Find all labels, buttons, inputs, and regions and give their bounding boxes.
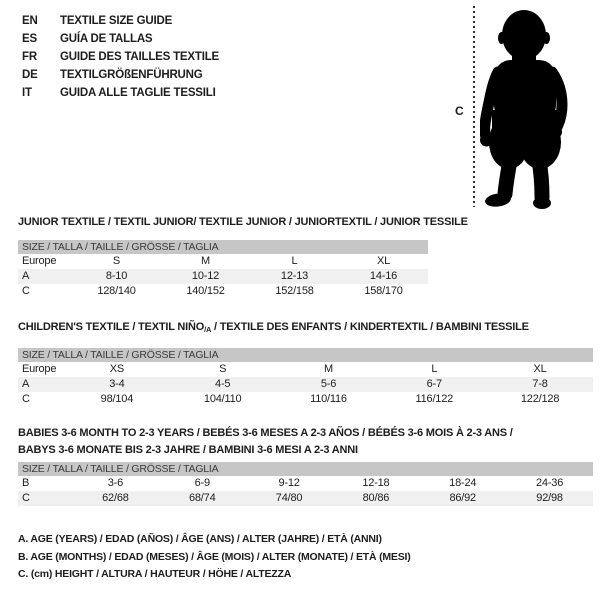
language-code: FR: [22, 51, 37, 63]
height-cell: 80/86: [362, 492, 390, 504]
height-measure-dotted-line: [473, 6, 475, 207]
babies-title-line1: BABIES 3-6 MONTH TO 2-3 YEARS / BEBÉS 3-6 MESES A 2-3 AÑOS / BÉBÉS 3-6 MOIS À 2-3 ANS /: [18, 427, 513, 439]
language-code: DE: [22, 69, 38, 81]
age-cell: 5-6: [320, 378, 337, 390]
age-cell: 7-8: [532, 378, 548, 390]
table-row-height: [18, 491, 593, 506]
language-list: [22, 12, 219, 102]
height-cell: 140/152: [186, 285, 225, 297]
months-cell: 18-24: [449, 477, 477, 489]
row-label: A: [22, 270, 30, 282]
height-cell: 152/158: [275, 285, 314, 297]
row-label: C: [22, 285, 30, 297]
months-cell: 9-12: [278, 477, 300, 489]
height-cell: 158/170: [364, 285, 403, 297]
language-row-it: [22, 84, 219, 102]
age-cell: 12-13: [280, 270, 309, 282]
junior-section-title: JUNIOR TEXTILE / TEXTIL JUNIOR/ TEXTILE JUNIOR / JUNIORTEXTIL / JUNIOR TESSILE: [18, 216, 468, 228]
language-row-en: [22, 12, 219, 30]
size-header-bar: [18, 240, 428, 254]
footnote-height-cm: C. (cm) HEIGHT / ALTURA / HAUTEUR / HÖHE / ALTEZZA: [18, 568, 292, 580]
height-cell: 110/116: [310, 393, 347, 405]
height-cell: 116/122: [415, 393, 454, 405]
baby-silhouette-icon: [480, 2, 600, 210]
size-cell: M: [201, 255, 210, 267]
height-cell: 92/98: [536, 492, 563, 504]
size-cell: L: [431, 363, 438, 375]
age-cell: 8-10: [105, 270, 128, 282]
language-label: TEXTILGRÖßENFÜHRUNG: [60, 69, 203, 81]
language-label: TEXTILE SIZE GUIDE: [60, 15, 173, 27]
size-header-bar: [18, 462, 593, 476]
size-header-label: SIZE / TALLA / TAILLE / GRÖSSE / TAGLIA: [22, 349, 219, 361]
age-cell: 10-12: [191, 270, 220, 282]
age-cell: 3-4: [109, 378, 125, 390]
table-row-europe: [18, 254, 428, 269]
size-cell: XL: [533, 363, 547, 375]
language-label: GUIDA ALLE TAGLIE TESSILI: [60, 87, 216, 99]
children-title-pre: CHILDREN'S TEXTILE / TEXTIL NIÑO: [18, 321, 205, 333]
children-size-table: [18, 348, 593, 407]
height-cell: 62/68: [102, 492, 129, 504]
height-cell: 98/104: [100, 393, 134, 405]
row-label: Europe: [22, 363, 57, 375]
row-label: C: [22, 393, 30, 405]
language-code: IT: [22, 87, 32, 99]
language-label: GUIDE DES TAILLES TEXTILE: [60, 51, 219, 63]
size-cell: S: [219, 363, 227, 375]
age-cell: 6-7: [426, 378, 442, 390]
footnotes-block: [18, 531, 411, 584]
children-title-subscript: /A: [204, 325, 212, 334]
babies-title-line2: BABYS 3-6 MONATE BIS 2-3 JAHRE / BAMBINI 3-6 MESI A 2-3 ANNI: [18, 443, 358, 456]
table-row-europe: [18, 362, 593, 377]
height-cell: 86/92: [449, 492, 476, 504]
months-cell: 3-6: [107, 477, 124, 489]
babies-section-title: [18, 425, 513, 458]
row-label: B: [22, 477, 30, 489]
language-row-es: [22, 30, 219, 48]
junior-size-table: [18, 240, 428, 299]
babies-size-table: [18, 462, 593, 506]
language-label: GUÍA DE TALLAS: [60, 33, 153, 45]
table-row-age: [18, 377, 593, 392]
age-cell: 14-16: [369, 270, 398, 282]
row-label: Europe: [22, 255, 57, 267]
size-header-label: SIZE / TALLA / TAILLE / GRÖSSE / TAGLIA: [22, 463, 219, 475]
height-measure-label: C: [455, 104, 464, 118]
table-row-height: [18, 392, 593, 407]
footnote-age-years: A. AGE (YEARS) / EDAD (AÑOS) / ÂGE (ANS) / ALTER (JAHRE) / ETÀ (ANNI): [18, 533, 382, 545]
size-header-bar: [18, 348, 593, 362]
size-cell: S: [112, 255, 121, 267]
row-label: C: [22, 492, 30, 504]
height-cell: 122/128: [520, 393, 560, 405]
age-cell: 4-5: [215, 378, 231, 390]
language-row-de: [22, 66, 219, 84]
language-code: ES: [22, 33, 37, 45]
months-cell: 6-9: [194, 477, 210, 489]
months-cell: 12-18: [362, 477, 390, 489]
language-code: EN: [22, 15, 38, 27]
size-cell: XL: [376, 255, 391, 267]
table-row-age: [18, 269, 428, 284]
height-cell: 74/80: [275, 492, 303, 504]
table-row-months: [18, 476, 593, 491]
children-title-post: / TEXTILE DES ENFANTS / KINDERTEXTIL / BAMBINI TESSILE: [211, 321, 529, 333]
height-cell: 104/110: [203, 393, 242, 405]
height-cell: 128/140: [97, 285, 136, 297]
children-section-title: [18, 321, 529, 334]
size-header-label: SIZE / TALLA / TAILLE / GRÖSSE / TAGLIA: [22, 241, 219, 253]
size-cell: XS: [109, 363, 125, 375]
table-row-height: [18, 284, 428, 299]
height-cell: 68/74: [188, 492, 216, 504]
months-cell: 24-36: [535, 477, 564, 489]
size-cell: M: [324, 363, 333, 375]
footnote-age-months: B. AGE (MONTHS) / EDAD (MESES) / ÂGE (MOIS) / ALTER (MONATE) / ETÀ (MESI): [18, 550, 411, 563]
size-cell: L: [291, 255, 298, 267]
language-row-fr: [22, 48, 219, 66]
row-label: A: [22, 378, 30, 390]
